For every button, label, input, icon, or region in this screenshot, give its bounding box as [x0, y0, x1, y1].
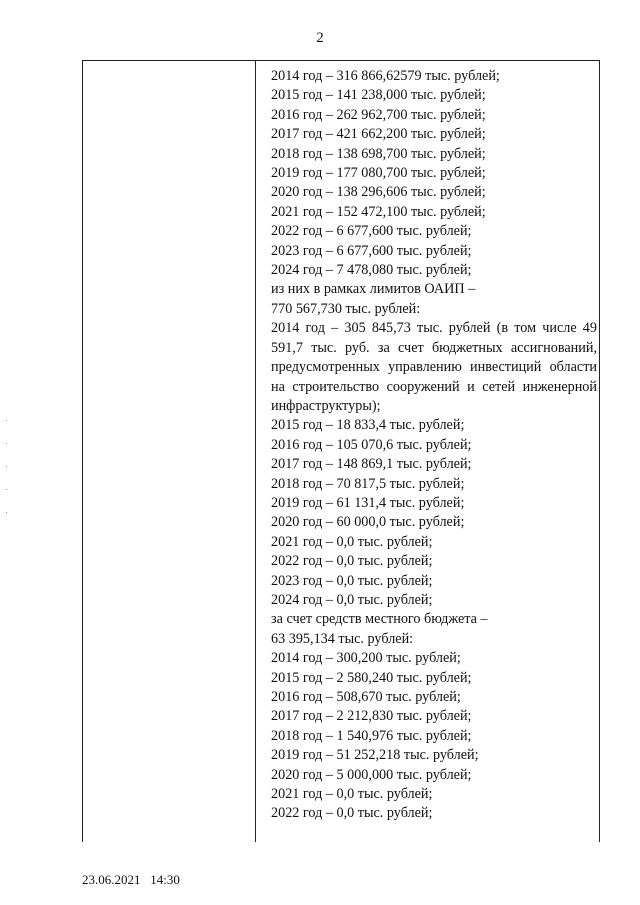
funding-line: 2022 год – 6 677,600 тыс. рублей;: [271, 223, 472, 240]
funding-line: 2015 год – 141 238,000 тыс. рублей;: [271, 87, 486, 104]
funding-line: 2018 год – 138 698,700 тыс. рублей;: [271, 145, 486, 162]
funding-line: 2018 год – 1 540,976 тыс. рублей;: [271, 727, 472, 744]
funding-line: 2022 год – 0,0 тыс. рублей;: [271, 805, 433, 822]
funding-lines-total: [271, 67, 597, 319]
funding-line: 2016 год – 508,670 тыс. рублей;: [271, 689, 461, 705]
funding-line: 2019 год – 177 080,700 тыс. рублей;: [271, 165, 486, 182]
page-number: 2: [316, 30, 324, 46]
funding-line: 2014 год – 300,200 тыс. рублей;: [271, 650, 461, 667]
footer-time: 14:30: [150, 872, 180, 887]
scan-margin-marks: [6, 420, 8, 540]
funding-lines-detail: [271, 416, 597, 824]
funding-line: 2017 год – 148 869,1 тыс. рублей;: [271, 456, 472, 473]
funding-line: 63 395,134 тыс. рублей:: [271, 630, 414, 647]
funding-line: 2022 год – 0,0 тыс. рублей;: [271, 553, 433, 570]
funding-line: 2024 год – 0,0 тыс. рублей;: [271, 591, 433, 608]
funding-line: 2016 год – 262 962,700 тыс. рублей;: [271, 106, 486, 123]
footer-timestamp: [82, 872, 180, 888]
footer-date: 23.06.2021: [82, 872, 141, 887]
document-table: [82, 60, 600, 842]
funding-line: 2017 год – 2 212,830 тыс. рублей;: [271, 708, 472, 725]
funding-line: 2014 год – 316 866,62579 тыс. рублей;: [271, 68, 500, 84]
funding-line: 2017 год – 421 662,200 тыс. рублей;: [271, 126, 486, 143]
funding-line: 2023 год – 6 677,600 тыс. рублей;: [271, 242, 472, 259]
funding-line: 2018 год – 70 817,5 тыс. рублей;: [271, 475, 465, 492]
table-column-divider: [255, 61, 256, 842]
funding-line: 2021 год – 152 472,100 тыс. рублей;: [271, 203, 486, 220]
funding-line: 2024 год – 7 478,080 тыс. рублей;: [271, 262, 472, 279]
funding-line: 2020 год – 5 000,000 тыс. рублей;: [271, 766, 472, 783]
funding-line: 2015 год – 18 833,4 тыс. рублей;: [271, 417, 465, 434]
funding-line: за счет средств местного бюджета –: [271, 611, 488, 628]
funding-line: 2021 год – 0,0 тыс. рублей;: [271, 533, 433, 550]
funding-line: 2023 год – 0,0 тыс. рублей;: [271, 572, 433, 589]
funding-line: 2015 год – 2 580,240 тыс. рублей;: [271, 669, 472, 686]
funding-line: 2019 год – 51 252,218 тыс. рублей;: [271, 747, 479, 764]
funding-line: из них в рамках лимитов ОАИП –: [271, 281, 476, 298]
funding-line: 2020 год – 60 000,0 тыс. рублей;: [271, 514, 465, 531]
funding-paragraph-2014: 2014 год – 305 845,73 тыс. рублей (в том числе 49 591,7 тыс. руб. за счет бюджетных ассигнований, предусмотренных управлению инвестиций области на строительство сооружений и сетей инженерной инфраструктуры);: [271, 320, 597, 414]
funding-line: 2016 год – 105 070,6 тыс. рублей;: [271, 436, 472, 453]
funding-line: 2019 год – 61 131,4 тыс. рублей;: [271, 494, 465, 511]
funding-line: 2020 год – 138 296,606 тыс. рублей;: [271, 184, 486, 201]
funding-line: 2021 год – 0,0 тыс. рублей;: [271, 786, 433, 803]
funding-cell: [271, 67, 597, 824]
funding-line: 770 567,730 тыс. рублей:: [271, 300, 421, 317]
